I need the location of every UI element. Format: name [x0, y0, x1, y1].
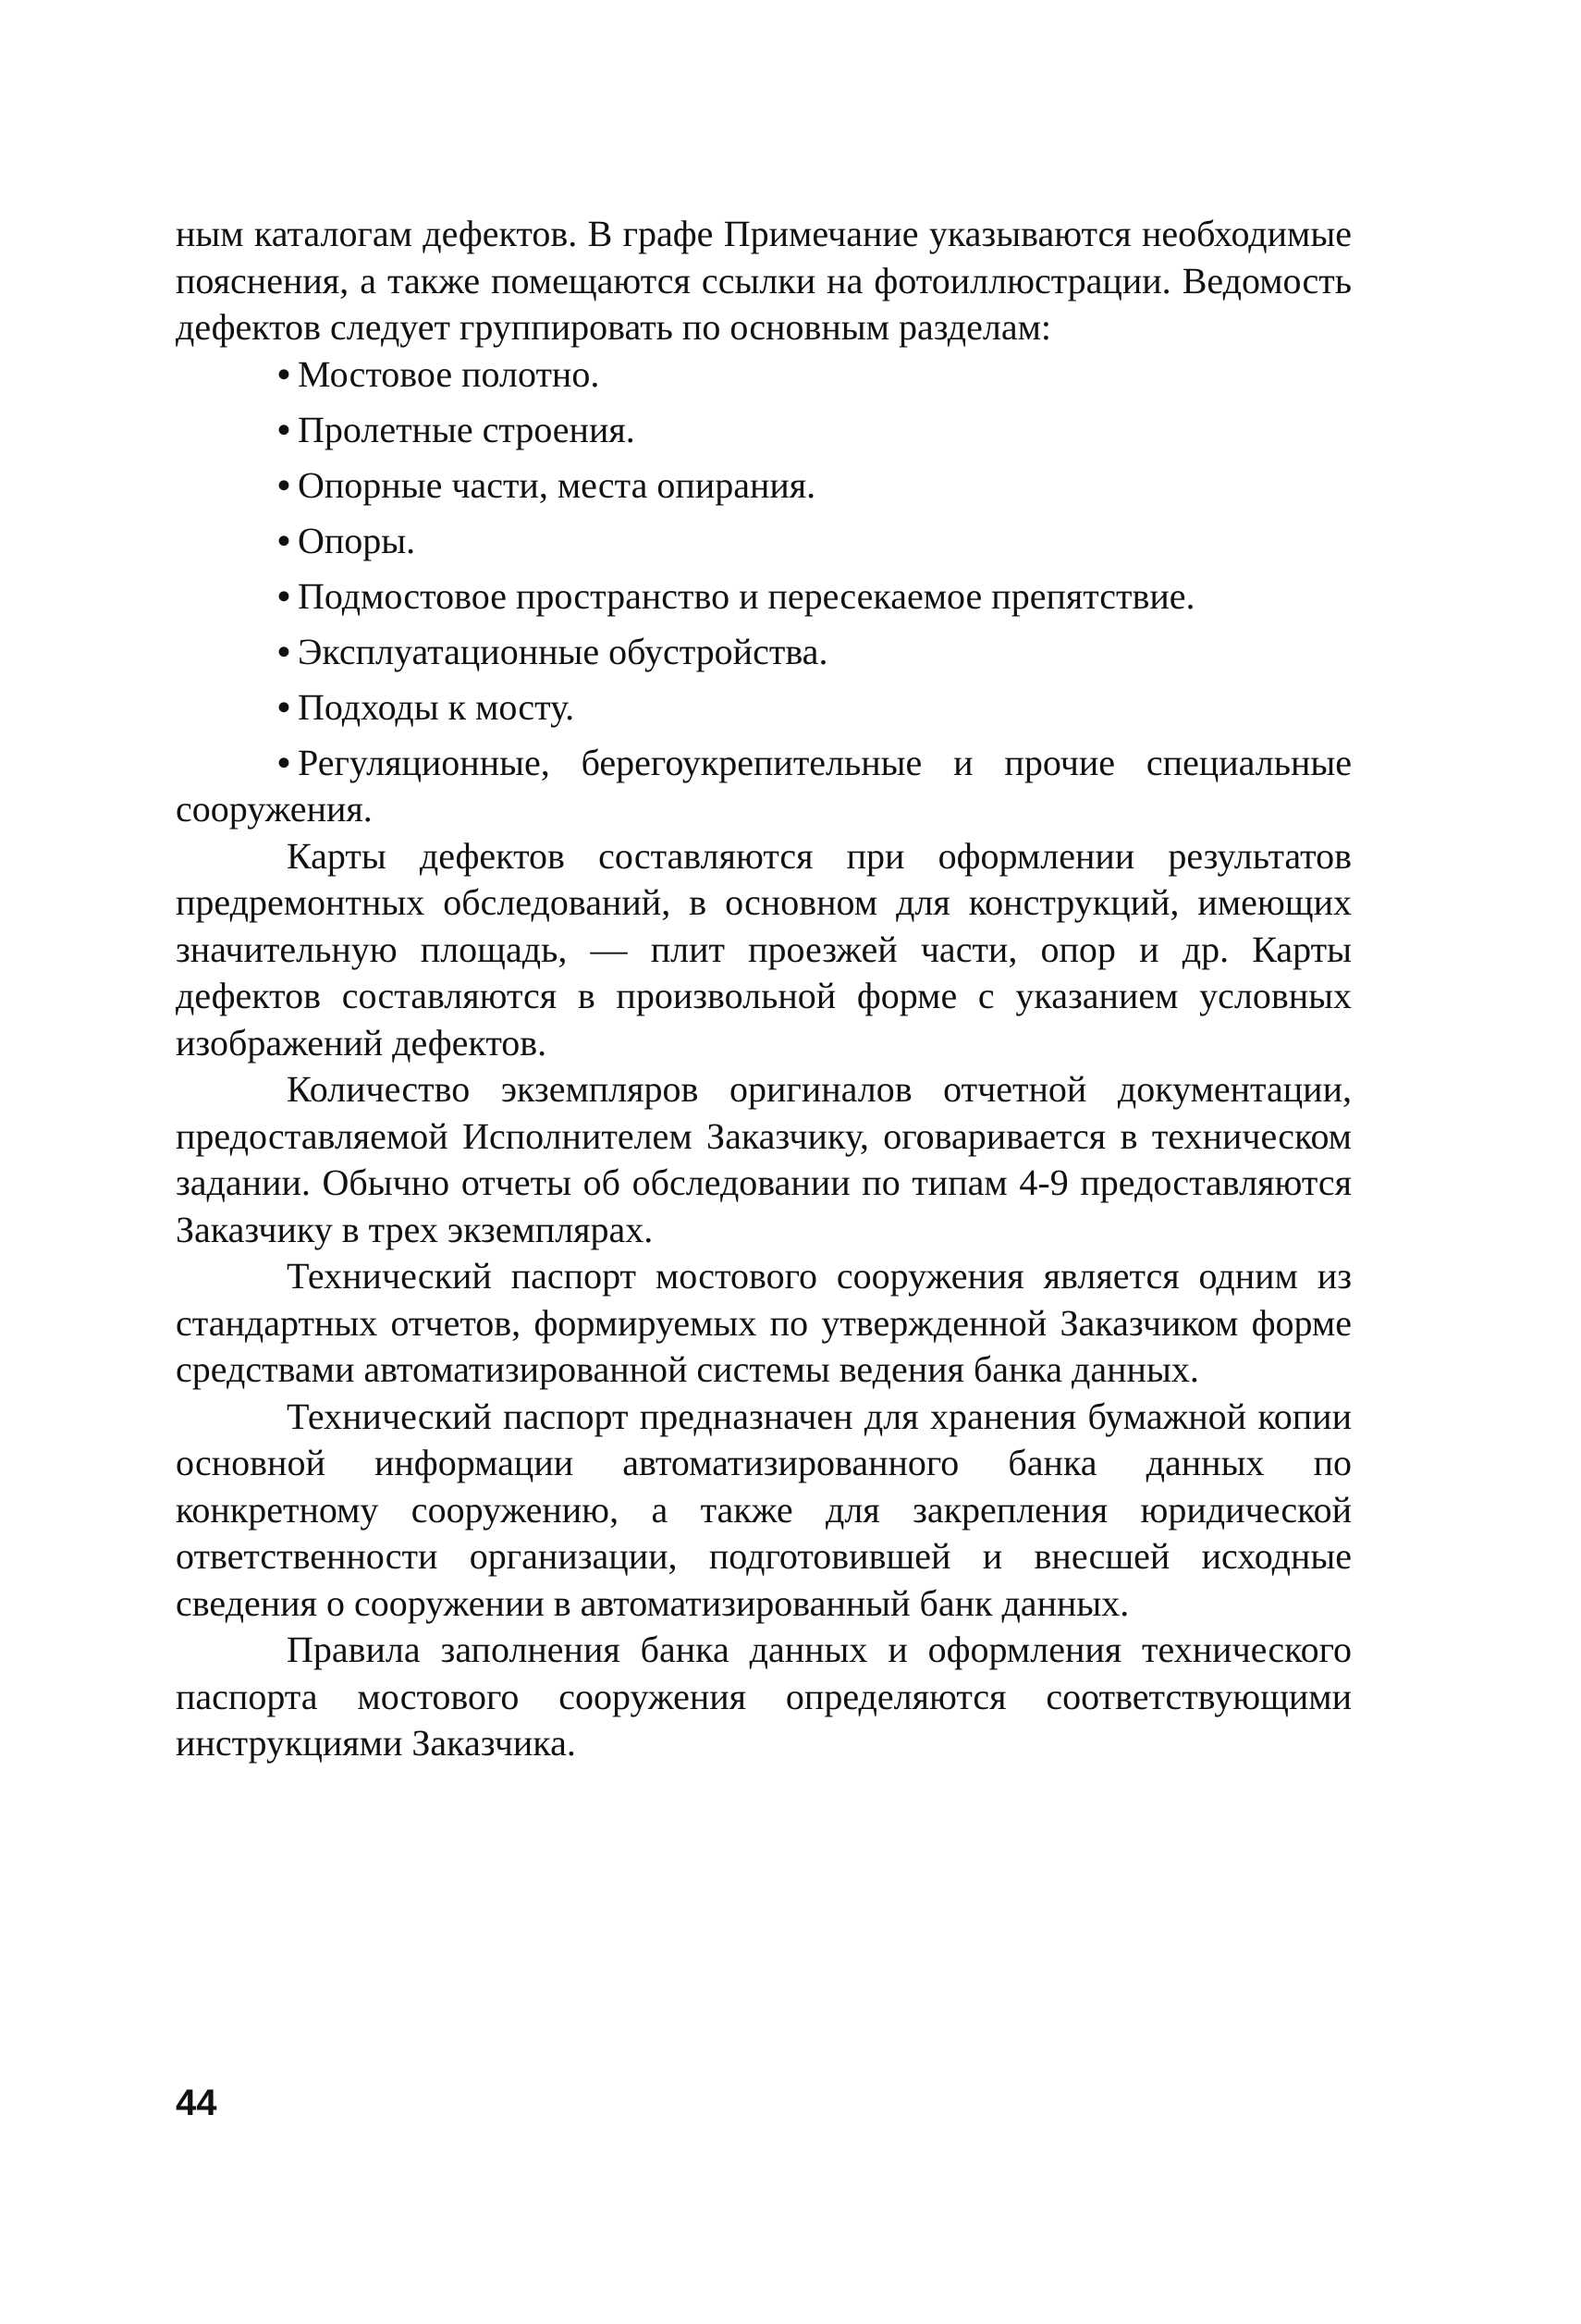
list-item: • Опоры. — [176, 518, 1352, 565]
list-item: • Эксплуатационные обустройства. — [176, 629, 1352, 676]
paragraph-defect-maps: Карты дефектов составляются при оформлении результатов предремонтных обследований, в основном для конструкций, имеющих значительную площадь, — плит проезжей части, опор и др. Карты дефектов составляются в произвольной форме с указанием условных изображений дефектов. — [176, 834, 1352, 1064]
sections-list — [176, 351, 1352, 833]
list-item: • Подходы к мосту. — [176, 684, 1352, 732]
list-item: • Подмостовое пространство и пересекаемое препятствие. — [176, 573, 1352, 621]
document-page — [176, 211, 1352, 1767]
list-item: • Пролетные строения. — [176, 407, 1352, 454]
paragraph-technical-passport: Технический паспорт мостового сооружения является одним из стандартных отчетов, формируемых по утвержденной Заказчиком форме средствами автоматизированной системы ведения банка данных. — [176, 1255, 1352, 1390]
paragraph-filling-rules: Правила заполнения банка данных и оформления технического паспорта мостового сооружения определяются соответствующими инструкциями Заказчика. — [176, 1629, 1352, 1764]
list-item: • Мостовое полотно. — [176, 351, 1352, 399]
list-item: • Опорные части, места опирания. — [176, 462, 1352, 510]
list-item: • Регуляционные, берегоукрепительные и прочие специальные сооружения. — [176, 740, 1352, 833]
paragraph-passport-purpose: Технический паспорт предназначен для хранения бумажной копии основной информации автоматизированного банка данных по конкретному сооружению, а также для закрепления юридической ответственности организации, подготовившей и внесшей исходные сведения о сооружении в автоматизированный банк данных. — [176, 1395, 1352, 1624]
page-number: 44 — [176, 2083, 217, 2123]
intro-paragraph: ным каталогам дефектов. В графе Примечание указываются необходимые пояснения, а также помещаются ссылки на фотоиллюстрации. Ведомость дефектов следует группировать по основным разделам: — [176, 213, 1352, 348]
paragraph-copies-count: Количество экземпляров оригиналов отчетной документации, предоставляемой Исполнителем Заказчику, оговаривается в техническом задании. Обычно отчеты об обследовании по типам 4-9 предоставляются Заказчику в трех экземплярах. — [176, 1068, 1352, 1250]
